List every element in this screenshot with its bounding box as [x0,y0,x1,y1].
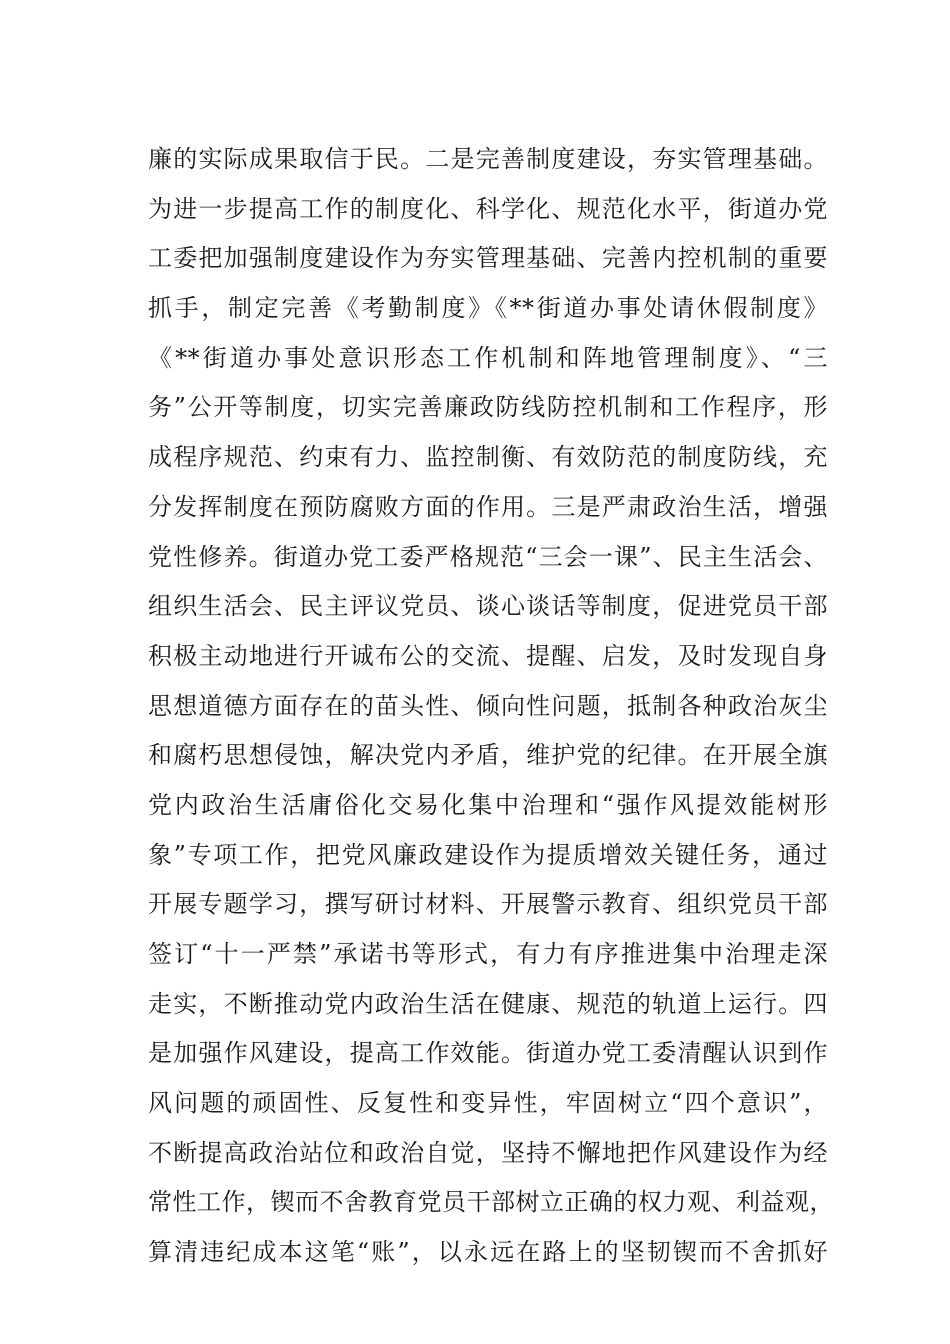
text-line: 组织生活会、民主评议党员、谈心谈话等制度，促进党员干部 [148,592,828,621]
text-line: 和腐朽思想侵蚀，解决党内矛盾，维护党的纪律。在开展全旗 [148,741,828,770]
text-line: 廉的实际成果取信于民。二是完善制度建设，夯实管理基础。 [148,145,828,173]
text-line: 积极主动地进行开诚布公的交流、提醒、启发，及时发现自身 [148,641,828,670]
body-paragraph [148,135,834,1278]
text-line: 象”专项工作，把党风廉政建设作为提质增效关键任务，通过 [148,840,828,869]
text-line: 常性工作，锲而不舍教育党员干部树立正确的权力观、利益观， [148,1188,834,1217]
text-line: 党内政治生活庸俗化交易化集中治理和“强作风提效能树形 [148,790,828,819]
text-line: 走实，不断推动党内政治生活在健康、规范的轨道上运行。四 [148,989,828,1018]
text-line: 党性修养。街道办党工委严格规范“三会一课”、民主生活会、 [148,542,828,571]
text-line: 签订“十一严禁”承诺书等形式，有力有序推进集中治理走深 [148,940,828,968]
text-line: 思想道德方面存在的苗头性、倾向性问题，抵制各种政治灰尘 [148,691,828,720]
text-line: 为进一步提高工作的制度化、科学化、规范化水平，街道办党 [148,194,828,223]
text-line: 务”公开等制度，切实完善廉政防线防控机制和工作程序，形 [148,393,828,422]
text-line: 开展专题学习，撰写研讨材料、开展警示教育、组织党员干部 [148,890,828,919]
text-line: 是加强作风建设，提高工作效能。街道办党工委清醒认识到作 [148,1039,828,1068]
text-line: 工委把加强制度建设作为夯实管理基础、完善内控机制的重要 [148,244,828,273]
text-line: 《**街道办事处意识形态工作机制和阵地管理制度》、“三 [148,343,828,372]
text-line: 抓手，制定完善《考勤制度》《**街道办事处请休假制度》 [148,294,828,323]
text-line: 不断提高政治站位和政治自觉，坚持不懈地把作风建设作为经 [148,1138,828,1167]
text-line: 风问题的顽固性、反复性和变异性，牢固树立“四个意识”， [148,1089,828,1118]
text-line: 分发挥制度在预防腐败方面的作用。三是严肃政治生活，增强 [148,492,828,521]
text-line: 算清违纪成本这笔“账”，以永远在路上的坚韧锲而不舍抓好 [148,1238,828,1267]
text-line: 成程序规范、约束有力、监控制衡、有效防范的制度防线，充 [148,443,828,472]
